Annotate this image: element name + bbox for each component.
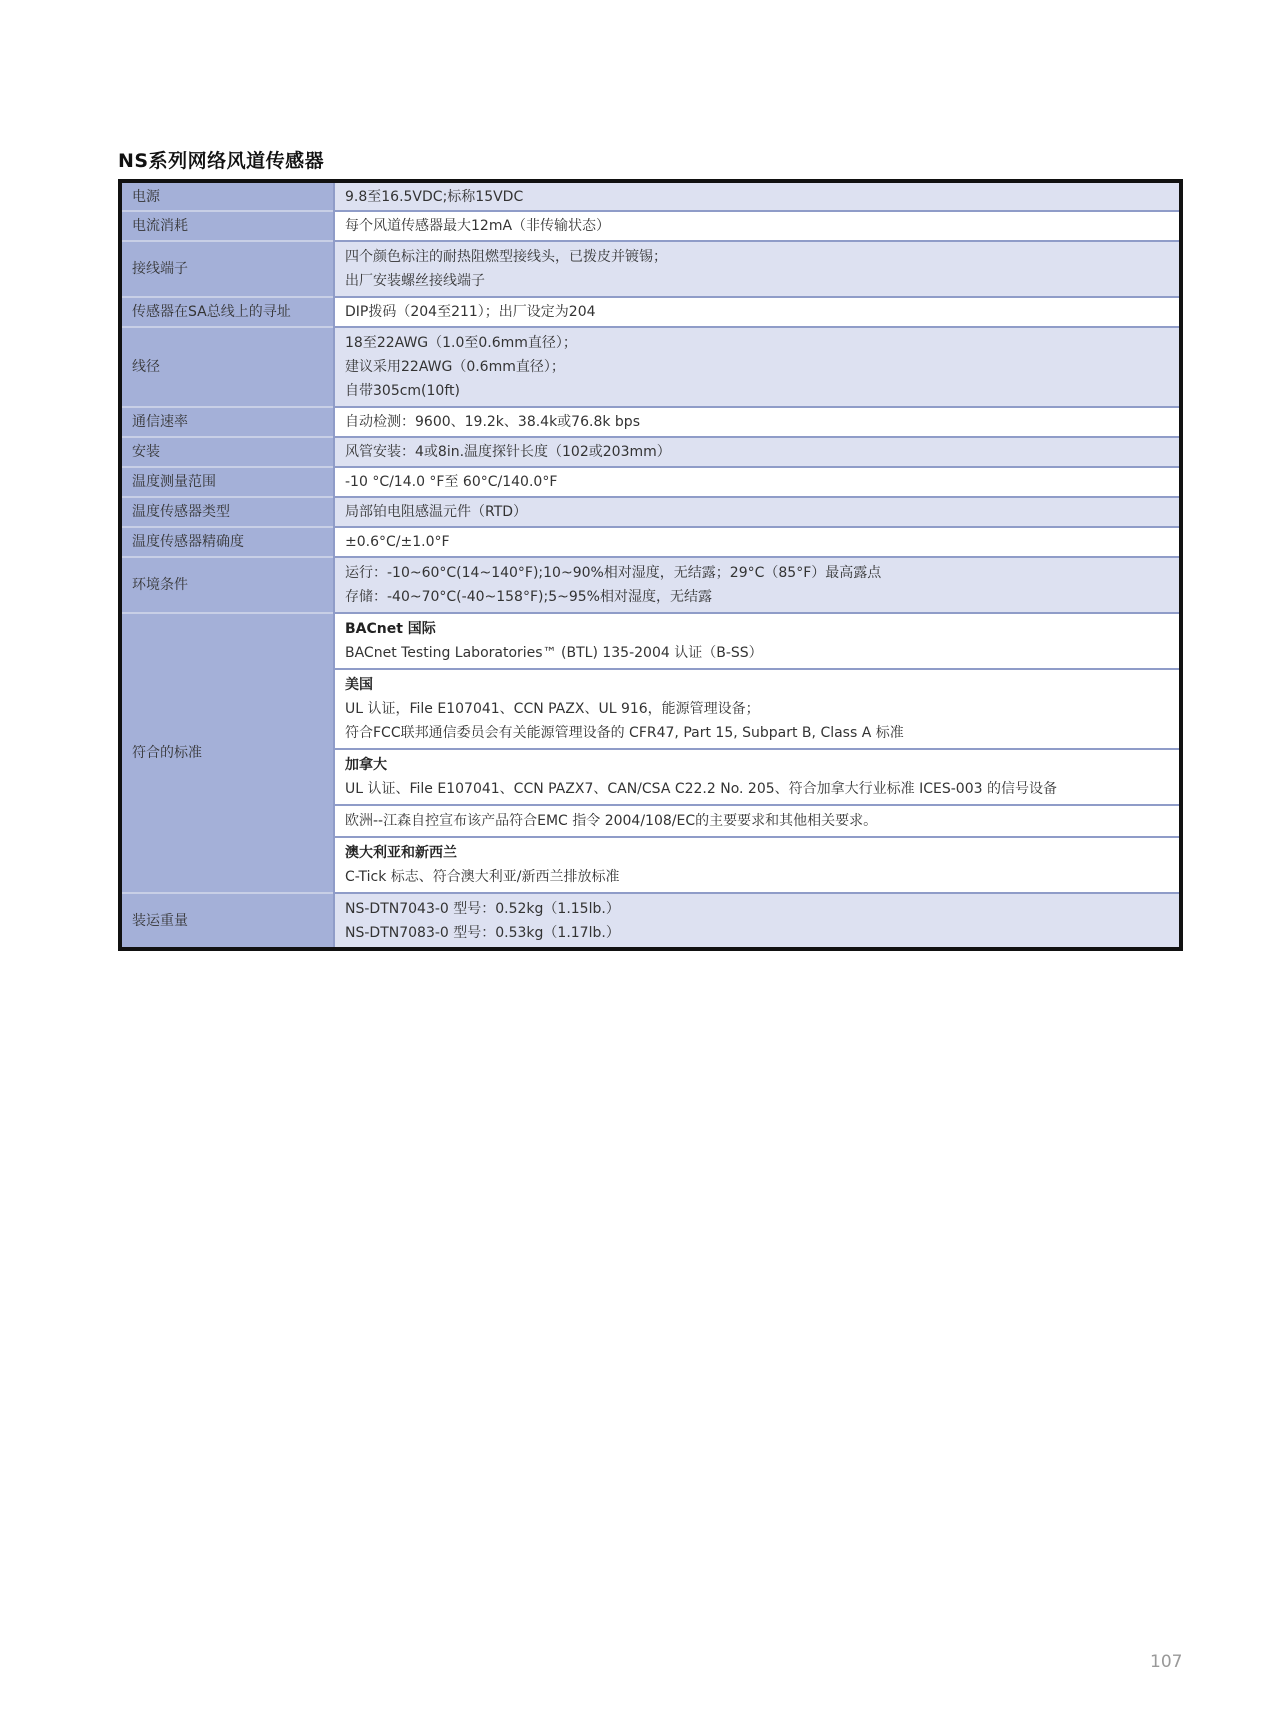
row-value-shipping-weight: NS-DTN7043-0 型号：0.52kg（1.15lb.） NS-DTN7083-0 型号：0.53kg（1.17lb.） xyxy=(334,893,1179,947)
table-row xyxy=(122,497,1179,527)
row-value-mounting: 风管安装：4或8in.温度探针长度（102或203mm） xyxy=(334,437,1179,467)
row-value-address: DIP拨码（204至211）；出厂设定为204 xyxy=(334,297,1179,327)
row-value-sensor-type: 局部铂电阻感温元件（RTD） xyxy=(334,497,1179,527)
table-row xyxy=(122,211,1179,241)
row-value-current: 每个风道传感器最大12mA（非传输状态） xyxy=(334,211,1179,241)
standards-block-europe: 欧洲--江森自控宣布该产品符合EMC 指令 2004/108/EC的主要要求和其他相关要求。 xyxy=(334,805,1179,837)
table-row xyxy=(122,407,1179,437)
page-title: NS系列网络风道传感器 xyxy=(118,150,325,172)
row-value-temp-range: -10 °C/14.0 °F至 60°C/140.0°F xyxy=(334,467,1179,497)
table-row xyxy=(122,437,1179,467)
standards-block-bacnet: BACnet 国际 BACnet Testing Laboratories™ (BTL) 135-2004 认证（B-SS） xyxy=(334,613,1179,669)
spec-table xyxy=(118,179,1183,951)
table-row xyxy=(122,241,1179,297)
row-label-environment: 环境条件 xyxy=(122,557,334,613)
row-label-standards: 符合的标准 xyxy=(122,613,334,893)
standards-block-canada: 加拿大 UL 认证、File E107041、CCN PAZX7、CAN/CSA C22.2 No. 205、符合加拿大行业标准 ICES-003 的信号设备 xyxy=(334,749,1179,805)
row-value-power: 9.8至16.5VDC;标称15VDC xyxy=(334,183,1179,211)
row-value-baud-rate: 自动检测：9600、19.2k、38.4k或76.8k bps xyxy=(334,407,1179,437)
standards-block-usa: 美国 UL 认证，File E107041、CCN PAZX、UL 916，能源管理设备； 符合FCC联邦通信委员会有关能源管理设备的 CFR47, Part 15, Subpart B, Class A 标准 xyxy=(334,669,1179,749)
row-label-address: 传感器在SA总线上的寻址 xyxy=(122,297,334,327)
row-label-wire-gauge: 线径 xyxy=(122,327,334,407)
table-row xyxy=(122,467,1179,497)
table-row xyxy=(122,893,1179,947)
row-label-accuracy: 温度传感器精确度 xyxy=(122,527,334,557)
row-label-current: 电流消耗 xyxy=(122,211,334,241)
standards-block-aus-nz: 澳大利亚和新西兰 C-Tick 标志、符合澳大利亚/新西兰排放标准 xyxy=(334,837,1179,893)
row-value-terminals: 四个颜色标注的耐热阻燃型接线头，已拨皮并镀锡； 出厂安装螺丝接线端子 xyxy=(334,241,1179,297)
table-row xyxy=(122,527,1179,557)
row-label-shipping-weight: 装运重量 xyxy=(122,893,334,947)
row-value-environment: 运行：-10~60°C(14~140°F);10~90%相对湿度，无结露；29°C（85°F）最高露点 存储：-40~70°C(-40~158°F);5~95%相对湿度，无结露 xyxy=(334,557,1179,613)
page-number: 107 xyxy=(1150,1652,1183,1672)
table-row xyxy=(122,297,1179,327)
table-row xyxy=(122,183,1179,211)
row-label-baud-rate: 通信速率 xyxy=(122,407,334,437)
row-label-power: 电源 xyxy=(122,183,334,211)
table-row xyxy=(122,613,1179,669)
row-label-temp-range: 温度测量范围 xyxy=(122,467,334,497)
row-label-mounting: 安装 xyxy=(122,437,334,467)
row-value-accuracy: ±0.6°C/±1.0°F xyxy=(334,527,1179,557)
table-row xyxy=(122,557,1179,613)
row-label-terminals: 接线端子 xyxy=(122,241,334,297)
row-label-sensor-type: 温度传感器类型 xyxy=(122,497,334,527)
table-row xyxy=(122,327,1179,407)
row-value-wire-gauge: 18至22AWG（1.0至0.6mm直径）； 建议采用22AWG（0.6mm直径）； 自带305cm(10ft) xyxy=(334,327,1179,407)
